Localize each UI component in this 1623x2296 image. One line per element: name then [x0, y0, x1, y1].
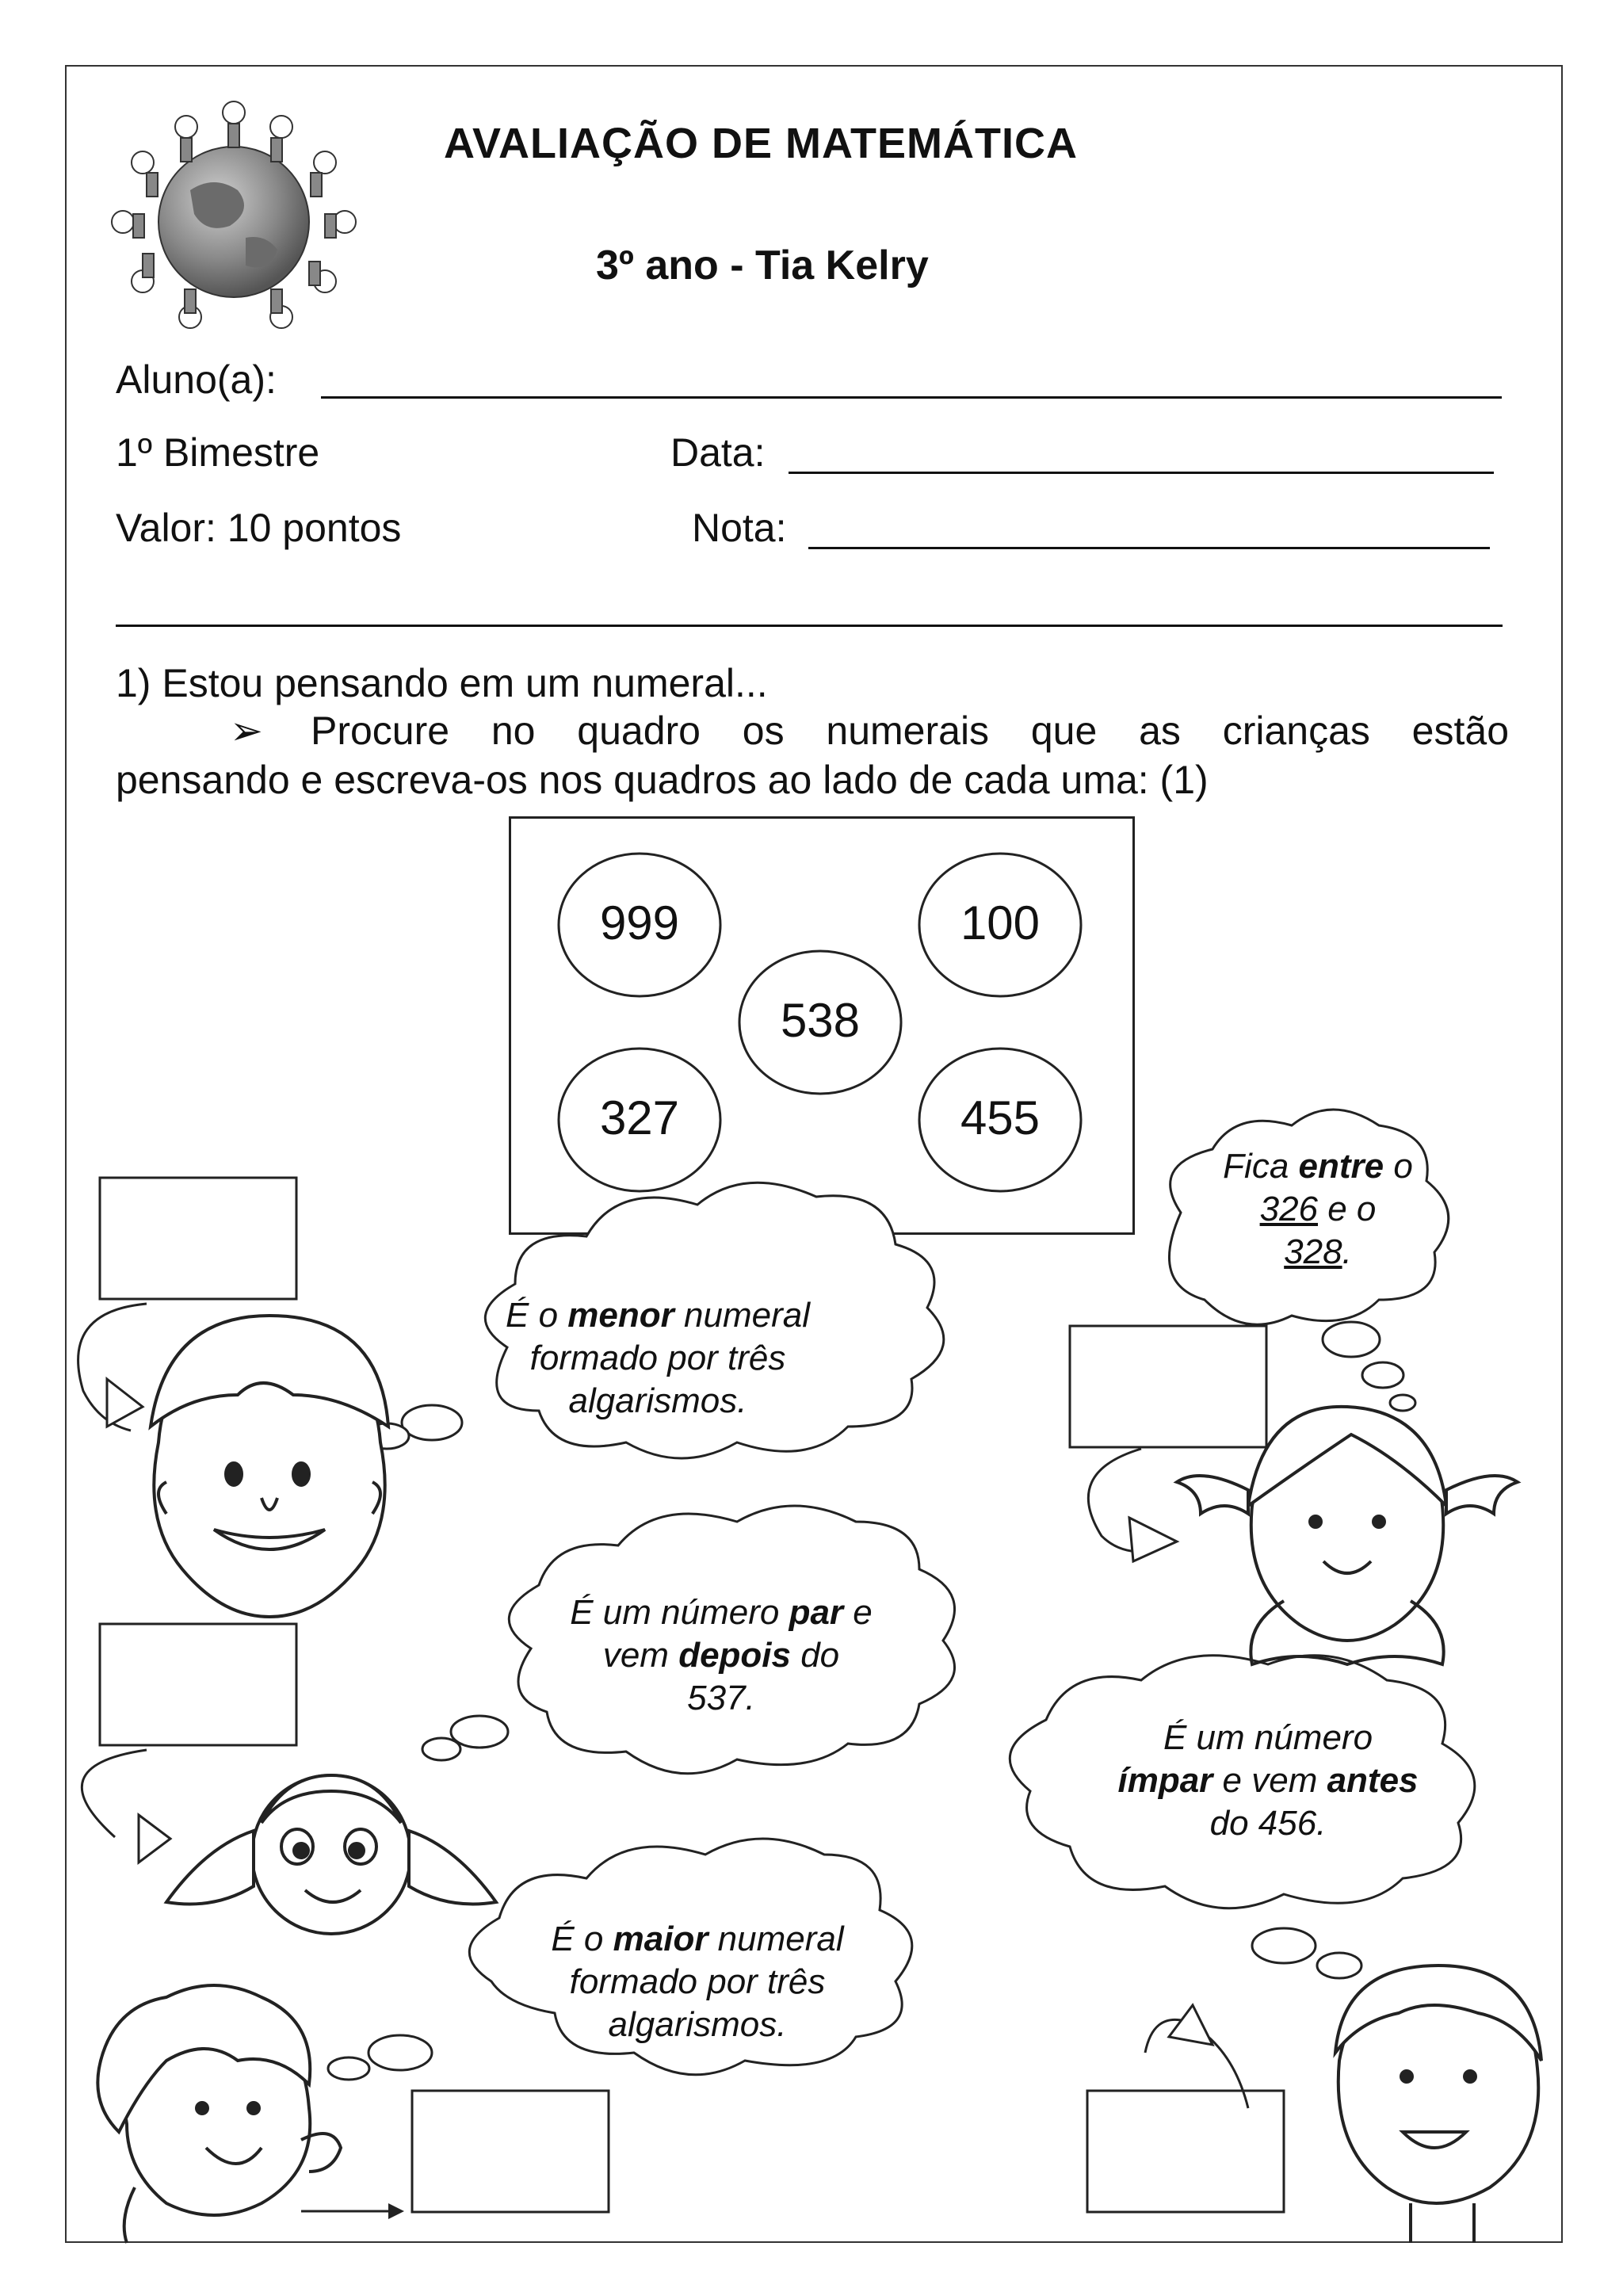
student-label: Aluno(a):	[116, 357, 277, 402]
question-1-instruction-line2: pensando e escreva-os nos quadros ao lado de cada uma: (1)	[116, 758, 1209, 802]
date-label: Data:	[670, 430, 766, 475]
clue-4: É um número ímpar e vem antes do 456.	[1117, 1718, 1419, 1843]
number-100: 100	[960, 896, 1041, 949]
answer-box-4	[412, 2091, 609, 2212]
page-title: AVALIAÇÃO DE MATEMÁTICA	[444, 120, 1078, 167]
question-1-instruction-line1: Procure no quadro os numerais que as crianças estão	[311, 709, 1509, 753]
question-1-title: 1) Estou pensando em um numeral...	[116, 661, 768, 705]
value-label: Valor: 10 pontos	[116, 506, 402, 550]
bimester-label: 1º Bimestre	[116, 430, 320, 475]
answer-box-1	[100, 1178, 296, 1299]
clue-2: Fica entre o 326 e o 328.	[1223, 1147, 1413, 1271]
bullet-icon: ➢	[230, 709, 263, 753]
number-999: 999	[599, 896, 680, 949]
clue-3: É um número par e vem depois do 537.	[570, 1593, 873, 1717]
clue-5: É o maior numeral formado por três algarismos.	[551, 1920, 844, 2044]
answer-box-3	[100, 1624, 296, 1745]
answer-box-5	[1087, 2091, 1284, 2212]
clue-1: É o menor numeral formado por três algarismos.	[506, 1296, 810, 1420]
number-327: 327	[599, 1091, 680, 1144]
number-455: 455	[960, 1091, 1041, 1144]
girl-face-2	[166, 1775, 496, 1934]
boy-face-1	[151, 1316, 388, 1617]
number-538: 538	[780, 994, 861, 1047]
girl-face-3	[97, 1985, 341, 2243]
answer-box-2	[1070, 1326, 1266, 1447]
boy-face-2	[1335, 1966, 1541, 2243]
page-subtitle: 3º ano - Tia Kelry	[596, 243, 929, 288]
grade-label: Nota:	[692, 506, 787, 550]
